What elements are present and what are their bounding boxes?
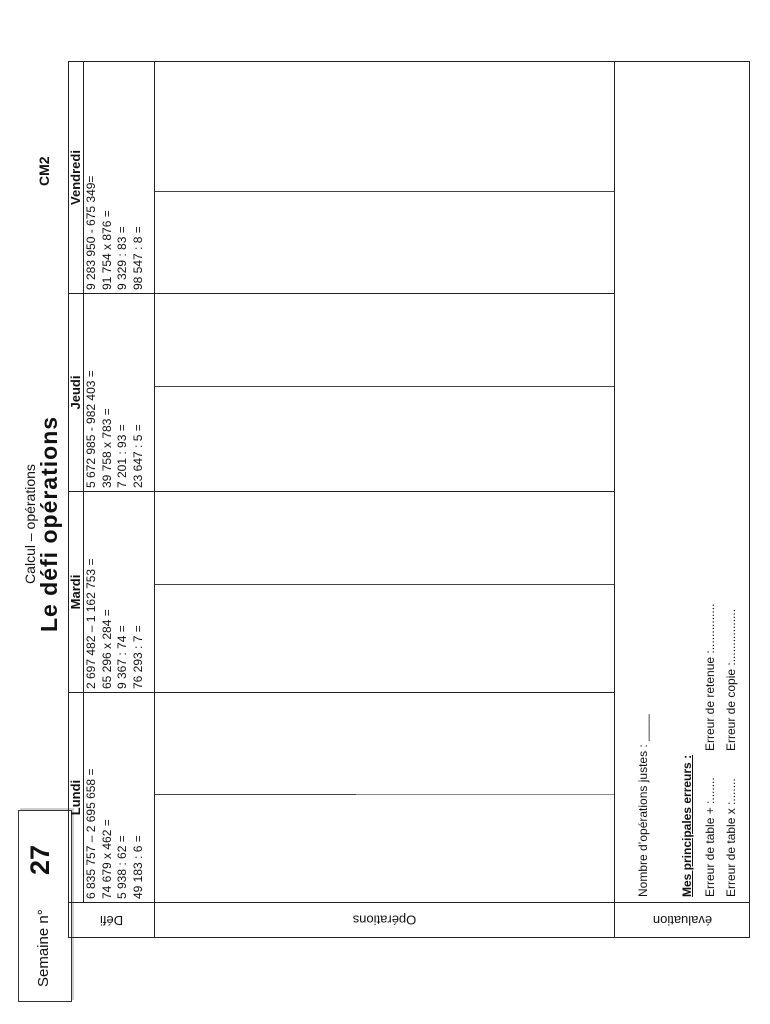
cell-divider (155, 191, 614, 192)
day-ops-jeudi (84, 294, 146, 491)
cell-divider (356, 794, 614, 795)
week-box (18, 810, 72, 1002)
operation: 9 329 : 83 = (115, 226, 129, 290)
day-name-jeudi: Jeudi (69, 294, 84, 491)
day-name-vendredi: Vendredi (69, 62, 84, 293)
operation: 39 758 x 783 = (99, 408, 114, 488)
main-errors-heading: Mes principales erreurs : (680, 754, 694, 897)
subtitle: Calcul – opérations (22, 464, 38, 584)
operation: 5 672 985 - 982 403 = (84, 370, 98, 488)
operation: 5 938 : 62 = (115, 835, 129, 899)
operation: 76 293 : 7 = (130, 625, 145, 689)
error-table-x: Erreur de table x :....... (724, 778, 738, 897)
column-divider (69, 293, 614, 294)
class-level: CM2 (36, 156, 52, 186)
evaluation-section (614, 66, 749, 901)
operation: 98 547 : 8 = (130, 226, 145, 290)
operation: 74 679 x 462 = (99, 819, 114, 899)
operations-table (68, 61, 750, 938)
week-number: 27 (25, 844, 55, 875)
operation: 9 367 : 74 = (115, 625, 129, 689)
day-ops-vendredi (84, 62, 146, 293)
operation: 2 697 482 – 1 162 753 = (84, 558, 98, 689)
operation: 91 754 x 876 = (99, 210, 114, 290)
day-ops-lundi (84, 693, 146, 902)
day-name-lundi: Lundi (69, 693, 84, 902)
column-divider (69, 491, 614, 492)
operation: 49 183 : 6 = (130, 835, 145, 899)
operation: 6 835 757 – 2 695 658 = (84, 768, 98, 899)
operation: 23 647 : 5 = (130, 424, 145, 488)
cell-divider (155, 584, 614, 585)
cell-divider (155, 794, 356, 795)
row-divider (154, 62, 155, 937)
operation: 7 201 : 93 = (115, 424, 129, 488)
day-ops-mardi (84, 492, 146, 692)
operation: 65 296 x 284 = (99, 609, 114, 689)
operations-label: Opérations (352, 912, 417, 928)
correct-count: Nombre d’opérations justes : ____ (636, 714, 650, 897)
evaluation-label: évaluation (652, 912, 712, 928)
operation: 9 283 950 - 675 349= (84, 175, 98, 290)
column-divider (69, 692, 614, 693)
defi-label: Défi (99, 912, 124, 928)
error-copie: Erreur de copie :................ (724, 608, 738, 751)
week-label: Semaine n° (35, 909, 52, 987)
page-title: Le défi opérations (36, 415, 62, 633)
error-retenue: Erreur de retenue :.............. (703, 603, 717, 751)
error-table-plus: Erreur de table + :....... (703, 777, 717, 897)
cell-divider (155, 386, 614, 387)
day-name-mardi: Mardi (69, 492, 84, 692)
